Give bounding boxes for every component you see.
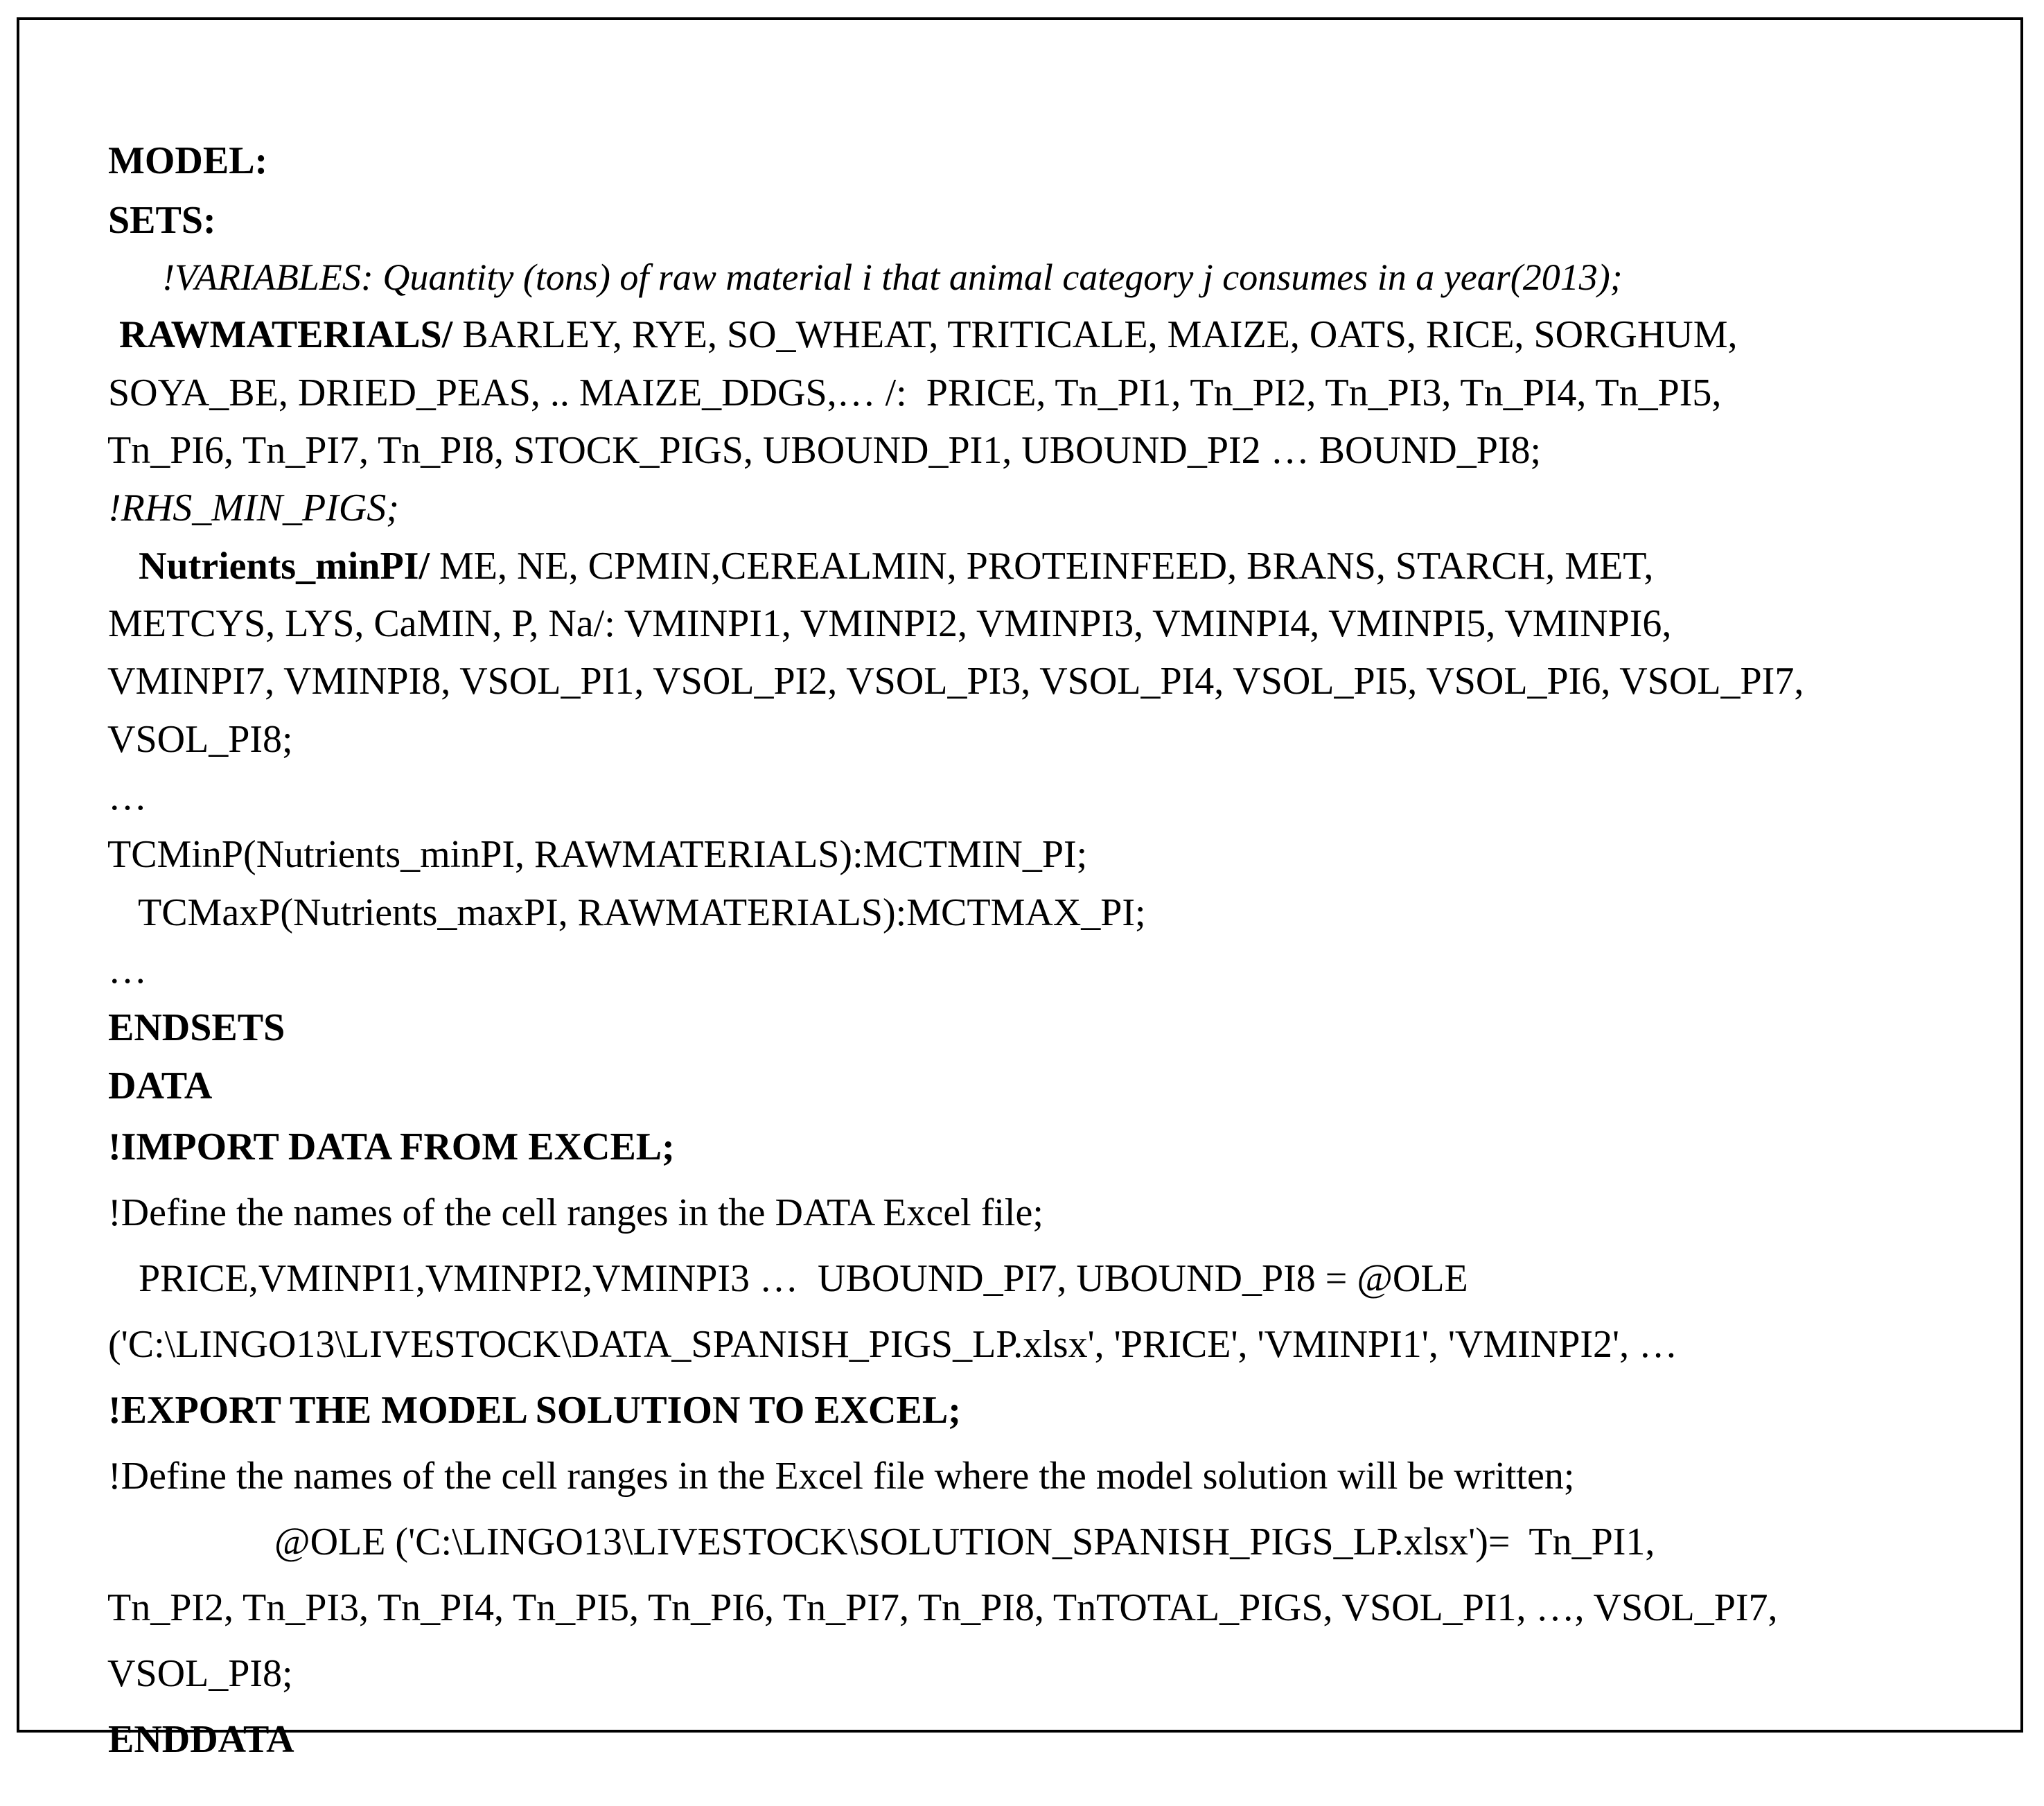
code-listing-frame: [17, 17, 2023, 1761]
import-statement: PRICE,VMINPI1,VMINPI2,VMINPI3 … UBOUND_PI7, UBOUND_PI8 = @OLE: [139, 1257, 1468, 1300]
heading-import: !IMPORT DATA FROM EXCEL;: [108, 1125, 675, 1168]
set-name-nutrients-minpi: Nutrients_minPI/: [139, 545, 430, 588]
keyword-enddata: ENDDATA: [108, 1718, 294, 1761]
set-members: VMINPI7, VMINPI8, VSOL_PI1, VSOL_PI2, VSOL_PI3, VSOL_PI4, VSOL_PI5, VSOL_PI6, VSOL_PI7,: [107, 660, 1804, 703]
set-members: ME, NE, CPMIN,CEREALMIN, PROTEINFEED, BRANS, STARCH, MET,: [430, 545, 1654, 588]
line-enddata: [69, 1673, 294, 1806]
comment-define-solution: !Define the names of the cell ranges in the Excel file where the model solution will be written;: [108, 1455, 1575, 1498]
keyword-endsets: ENDSETS: [108, 1006, 285, 1049]
comment-define-ranges: !Define the names of the cell ranges in the DATA Excel file;: [108, 1191, 1043, 1234]
set-members: Tn_PI6, Tn_PI7, Tn_PI8, STOCK_PIGS, UBOUND_PI1, UBOUND_PI2 … BOUND_PI8;: [107, 429, 1542, 472]
comment-variables: !VARIABLES: Quantity (tons) of raw material i that animal category j consumes in a year(2013);: [162, 256, 1623, 298]
heading-export: !EXPORT THE MODEL SOLUTION TO EXCEL;: [108, 1389, 961, 1432]
set-members: SOYA_BE, DRIED_PEAS, .. MAIZE_DDGS,… /: PRICE, Tn_PI1, Tn_PI2, Tn_PI3, Tn_PI4, Tn_PI5,: [108, 371, 1722, 414]
keyword-sets: SETS:: [108, 199, 216, 242]
comment-rhs-min-pigs: !RHS_MIN_PIGS;: [108, 486, 399, 529]
ellipsis: …: [108, 775, 147, 818]
keyword-model: MODEL:: [108, 139, 268, 182]
set-members: VSOL_PI8;: [107, 718, 293, 761]
export-variables: VSOL_PI8;: [107, 1652, 293, 1695]
line-nutrients-3: [69, 615, 1804, 748]
line-export-vars: [69, 1541, 1778, 1674]
set-members: BARLEY, RYE, SO_WHEAT, TRITICALE, MAIZE, OATS, RICE, SORGHUM,: [452, 313, 1738, 356]
ellipsis: …: [108, 949, 147, 992]
line-tcmaxp: [100, 846, 1146, 979]
derived-set-tcminp: TCMinP(Nutrients_minPI, RAWMATERIALS):MCTMIN_PI;: [107, 833, 1088, 876]
export-statement: @OLE ('C:\LINGO13\LIVESTOCK\SOLUTION_SPANISH_PIGS_LP.xlsx')= Tn_PI1,: [274, 1520, 1655, 1563]
keyword-data: DATA: [108, 1064, 213, 1107]
import-path: ('C:\LINGO13\LIVESTOCK\DATA_SPANISH_PIGS_LP.xlsx', 'PRICE', 'VMINPI1', 'VMINPI2', …: [108, 1323, 1678, 1366]
set-members: METCYS, LYS, CaMIN, P, Na/: VMINPI1, VMINPI2, VMINPI3, VMINPI4, VMINPI5, VMINPI6,: [108, 602, 1672, 645]
derived-set-tcmaxp: TCMaxP(Nutrients_maxPI, RAWMATERIALS):MCTMAX_PI;: [138, 891, 1146, 934]
set-name-rawmaterials: RAWMATERIALS/: [119, 313, 453, 356]
export-variables: Tn_PI2, Tn_PI3, Tn_PI4, Tn_PI5, Tn_PI6, Tn_PI7, Tn_PI8, TnTOTAL_PIGS, VSOL_PI1, …, VSOL_PI7,: [107, 1586, 1778, 1629]
